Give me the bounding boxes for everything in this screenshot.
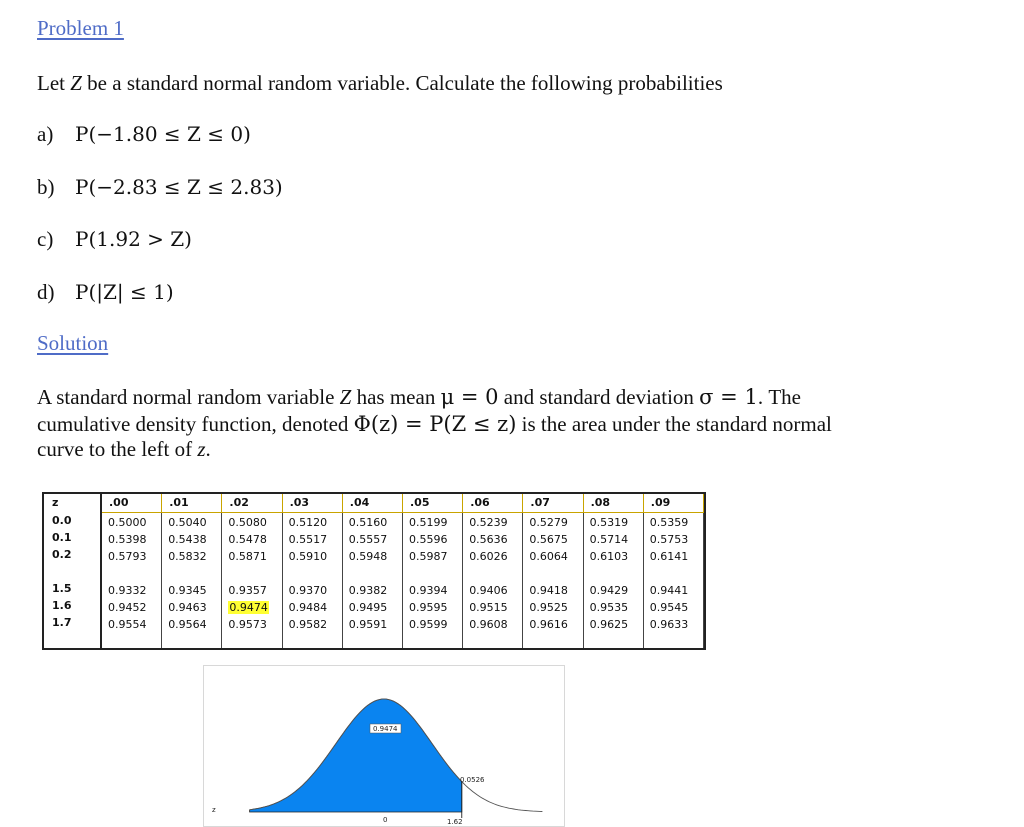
table-cell: 0.9633 — [649, 618, 689, 631]
variable: Z — [339, 385, 352, 409]
text-run: and standard deviation — [498, 385, 700, 409]
item-label: c) — [37, 227, 54, 251]
z-column — [44, 494, 102, 648]
table-cell: 0.9545 — [649, 601, 689, 614]
table-cell: 0.5753 — [649, 533, 689, 546]
table-cell: 0.5871 — [228, 550, 267, 563]
table-cell: 0.5359 — [649, 516, 689, 529]
z-row-label: 1.6 — [52, 599, 72, 612]
table-cell: 0.6026 — [469, 550, 508, 563]
table-cell: 0.6103 — [589, 550, 629, 563]
table-cell: 0.9418 — [529, 584, 568, 597]
table-cell: 0.9573 — [228, 618, 267, 631]
column-header: .09 — [644, 494, 704, 513]
text-run: has mean — [351, 385, 441, 409]
table-cell: 0.5714 — [589, 533, 629, 546]
table-cell: 0.9345 — [168, 584, 207, 597]
table-cell: 0.5398 — [108, 533, 147, 546]
table-cell: 0.5080 — [228, 516, 267, 529]
z-table — [42, 492, 706, 650]
z-row-label: 1.7 — [52, 616, 72, 629]
table-cell: 0.9616 — [529, 618, 568, 631]
cdf-expression: Φ(z) = P(Z ≤ z) — [353, 412, 517, 436]
zero-tick-label: 0 — [383, 816, 388, 824]
z-value-tick-label: 1.62 — [447, 818, 463, 826]
table-cell: 0.5596 — [409, 533, 448, 546]
solution-heading[interactable]: Solution — [37, 331, 109, 355]
solution-line-1 — [37, 384, 801, 411]
table-cell: 0.5557 — [348, 533, 388, 546]
column-header: .03 — [283, 494, 343, 513]
variable: z — [197, 437, 206, 461]
problem-intro — [37, 70, 723, 97]
column-divider — [703, 513, 704, 648]
item-label: a) — [37, 122, 54, 146]
table-cell: 0.9625 — [589, 618, 629, 631]
table-cell: 0.9535 — [589, 601, 629, 614]
normal-curve-svg — [204, 666, 565, 827]
table-cell: 0.9554 — [108, 618, 147, 631]
table-cell: 0.9599 — [409, 618, 448, 631]
table-cell: 0.5517 — [288, 533, 328, 546]
item-expression: P(1.92 > Z) — [75, 227, 192, 251]
intro-suffix: be a standard normal random variable. Calculate the following probabilities — [81, 71, 723, 95]
column-header: .07 — [523, 494, 583, 513]
left-area-label: 0.9474 — [373, 725, 398, 733]
z-row-label: 1.5 — [52, 582, 72, 595]
highlighted-value: 0.9474 — [229, 601, 268, 614]
table-cell: 0.5000 — [108, 516, 147, 529]
column-header-row — [102, 494, 704, 513]
column-header: .01 — [162, 494, 222, 513]
intro-variable: Z — [70, 71, 82, 95]
table-cell: 0.9332 — [108, 584, 147, 597]
text-run: cumulative density function, denoted — [37, 412, 354, 436]
text-run: . — [205, 437, 211, 461]
table-cell: 0.5832 — [168, 550, 207, 563]
table-cell: 0.9564 — [168, 618, 207, 631]
column-header: .05 — [403, 494, 463, 513]
solution-line-3 — [37, 436, 211, 463]
table-cell: 0.5120 — [288, 516, 328, 529]
table-cell: 0.9406 — [469, 584, 508, 597]
table-cell: 0.9608 — [469, 618, 508, 631]
z-row-label: 0.1 — [52, 531, 72, 544]
table-cell: 0.9429 — [589, 584, 629, 597]
table-cell: 0.5199 — [409, 516, 448, 529]
problem-item-b — [37, 175, 283, 200]
table-cell: 0.9495 — [348, 601, 388, 614]
column-header: .02 — [222, 494, 282, 513]
table-cell: 0.5319 — [589, 516, 629, 529]
table-cell: 0.5910 — [288, 550, 328, 563]
table-cell: 0.9441 — [649, 584, 689, 597]
table-cell: 0.5478 — [228, 533, 267, 546]
item-expression: P(−2.83 ≤ Z ≤ 2.83) — [75, 175, 283, 199]
table-cell: 0.5948 — [348, 550, 388, 563]
normal-curve-figure — [203, 665, 565, 827]
item-label: b) — [37, 175, 55, 199]
text-run: A standard normal random variable — [37, 385, 340, 409]
column-header: .00 — [102, 494, 162, 513]
table-cell: 0.6064 — [529, 550, 568, 563]
z-row-label: 0.0 — [52, 514, 72, 527]
intro-prefix: Let — [37, 71, 71, 95]
table-cell: 0.5279 — [529, 516, 568, 529]
item-expression: P(|Z| ≤ 1) — [75, 280, 174, 304]
item-expression: P(−1.80 ≤ Z ≤ 0) — [75, 122, 251, 146]
table-cell: 0.9525 — [529, 601, 568, 614]
table-cell: 0.5239 — [469, 516, 508, 529]
problem-item-a — [37, 122, 251, 147]
table-cell — [222, 599, 269, 616]
table-cell: 0.5040 — [168, 516, 207, 529]
table-cell: 0.6141 — [649, 550, 689, 563]
text-run: . The — [757, 385, 801, 409]
z-row-label: 0.2 — [52, 548, 72, 561]
problem-item-d — [37, 280, 174, 305]
sd-expression: σ = 1 — [699, 385, 758, 409]
table-cell: 0.9382 — [348, 584, 388, 597]
text-run: is the area under the standard normal — [516, 412, 832, 436]
table-cell: 0.5987 — [409, 550, 448, 563]
table-cell: 0.5636 — [469, 533, 508, 546]
right-area-label: 0.0526 — [460, 776, 485, 784]
column-header: .04 — [343, 494, 403, 513]
table-cell: 0.9515 — [469, 601, 508, 614]
table-cell: 0.9394 — [409, 584, 448, 597]
table-cell: 0.9591 — [348, 618, 388, 631]
item-label: d) — [37, 280, 55, 304]
z-column-header: z — [52, 496, 59, 509]
column-header: .06 — [463, 494, 523, 513]
z-axis-label: z — [212, 806, 216, 814]
table-cell: 0.5793 — [108, 550, 147, 563]
column-header: .08 — [584, 494, 644, 513]
shaded-area-left-of-z — [250, 699, 462, 812]
table-cell: 0.9484 — [288, 601, 328, 614]
table-cell: 0.5675 — [529, 533, 568, 546]
table-cell: 0.5160 — [348, 516, 388, 529]
table-cell: 0.5438 — [168, 533, 207, 546]
solution-line-2 — [37, 411, 832, 438]
table-cell: 0.9452 — [108, 601, 147, 614]
problem-item-c — [37, 227, 192, 252]
table-cell: 0.9595 — [409, 601, 448, 614]
text-run: curve to the left of — [37, 437, 198, 461]
mean-expression: μ = 0 — [440, 385, 499, 409]
table-cell: 0.9463 — [168, 601, 207, 614]
problem-heading[interactable]: Problem 1 — [37, 16, 124, 40]
table-cell: 0.9370 — [288, 584, 328, 597]
table-cell: 0.9357 — [228, 584, 267, 597]
table-cell: 0.9582 — [288, 618, 328, 631]
